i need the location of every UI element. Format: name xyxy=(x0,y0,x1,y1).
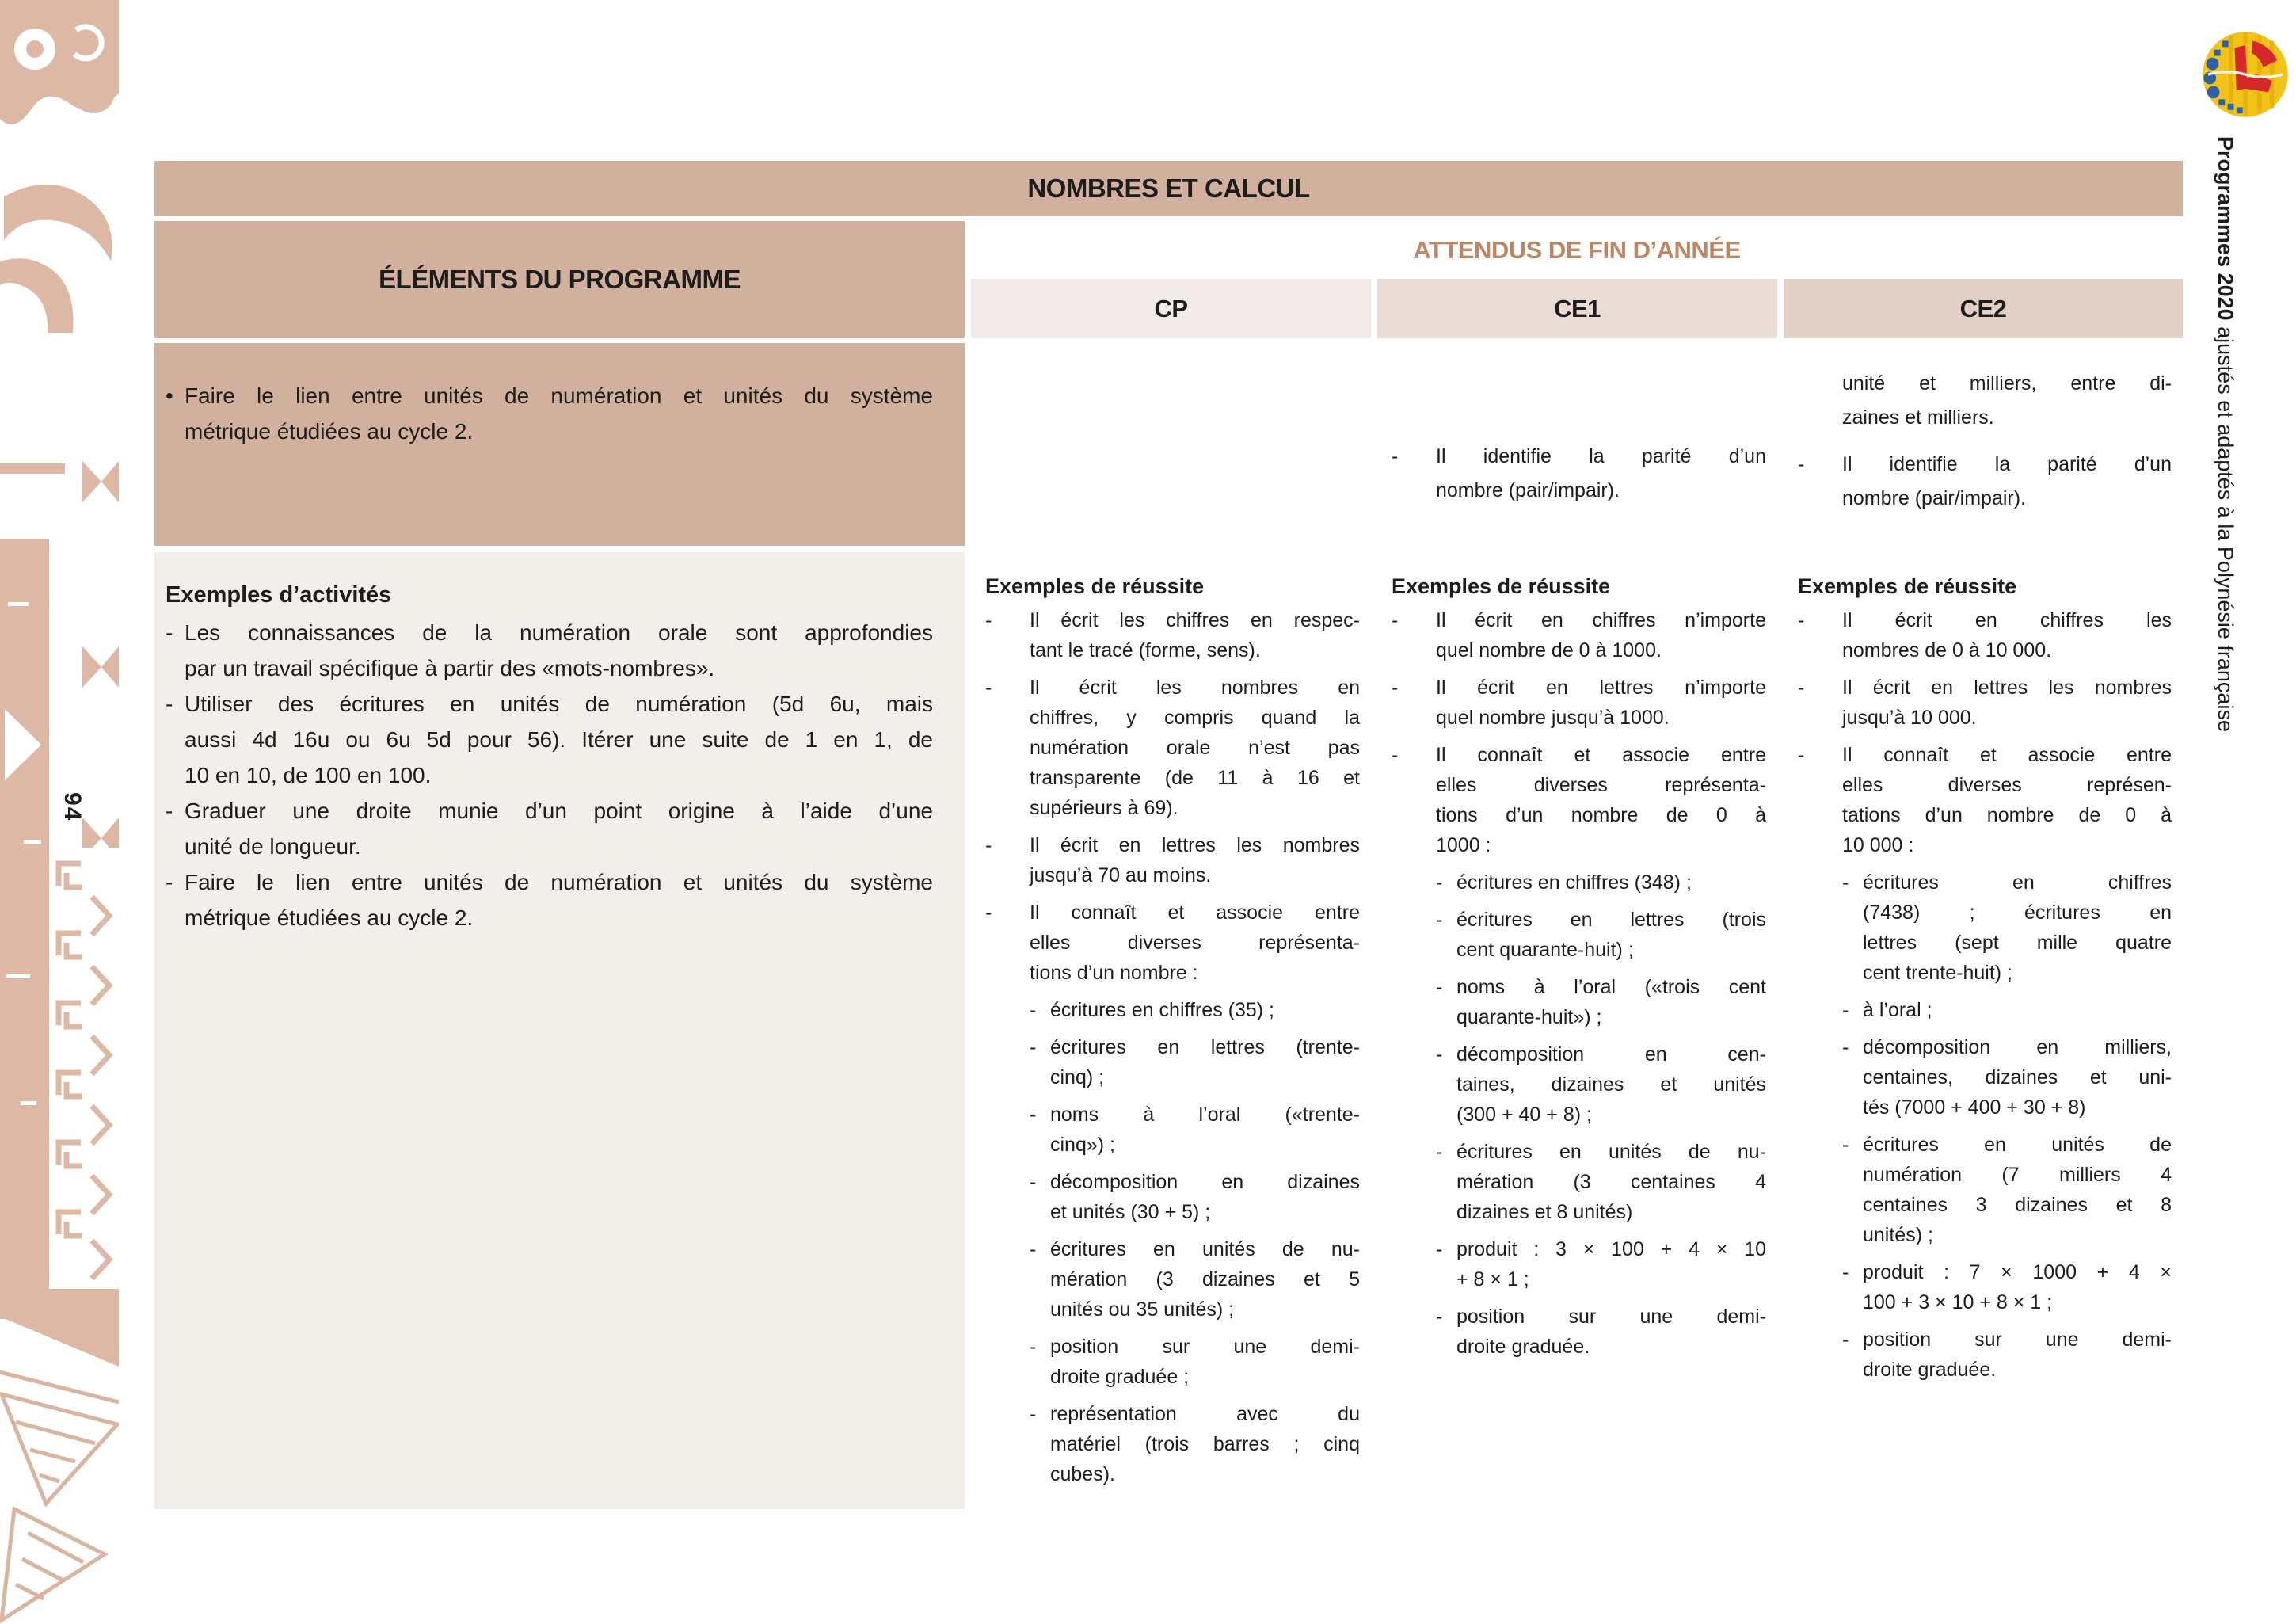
text-line: unité de longueur. xyxy=(185,834,361,859)
list-marker: - xyxy=(1030,999,1037,1021)
list-item xyxy=(1842,1130,2172,1250)
list-item xyxy=(1842,1032,2172,1123)
text-line: centaines, dizaines et uni- xyxy=(1863,1066,2172,1088)
list-item xyxy=(1842,995,2172,1025)
text-line: Il connaît et associe entre xyxy=(1436,744,1766,766)
examples-activites-cell xyxy=(154,552,965,1509)
text-line: quel nombre de 0 à 1000. xyxy=(1436,639,1662,661)
text-line: Les connaissances de la numération orale sont approfondies xyxy=(185,620,933,645)
text-line: supérieurs à 69). xyxy=(1030,797,1178,819)
list-item xyxy=(1392,440,1766,508)
text-line: position sur une demi- xyxy=(1050,1336,1360,1358)
list-marker: - xyxy=(1392,744,1399,766)
grade-headers xyxy=(971,279,2183,338)
table-title-band xyxy=(154,161,2183,216)
text-line: décomposition en dizaines xyxy=(1050,1171,1360,1193)
list-item xyxy=(985,673,1360,823)
text-line: droite graduée. xyxy=(1863,1359,1997,1381)
list-marker: - xyxy=(1842,999,1849,1021)
text-line: tés (7000 + 400 + 30 + 8) xyxy=(1863,1096,2086,1119)
list-marker: - xyxy=(1436,909,1443,931)
list-item xyxy=(985,898,1360,988)
list-item xyxy=(1436,972,1766,1032)
text-line: taines, dizaines et unités xyxy=(1456,1073,1766,1096)
text-line: zaines et milliers. xyxy=(1842,406,1994,429)
grade-header-ce2: CE2 xyxy=(1784,279,2183,338)
text-line: Il identifie la parité d’un xyxy=(1842,453,2172,475)
list-marker: - xyxy=(1842,1036,1849,1058)
list-item xyxy=(1436,1039,1766,1130)
text-line: transparente (de 11 à 16 et xyxy=(1030,767,1360,789)
list-marker: - xyxy=(1436,1238,1443,1260)
list-item xyxy=(1030,1332,1360,1392)
list-item xyxy=(166,378,933,449)
list-marker: - xyxy=(1842,1261,1849,1283)
text-line: métrique étudiées au cycle 2. xyxy=(185,905,474,930)
list-item xyxy=(1798,740,2172,860)
text-line: tant le tracé (forme, sens). xyxy=(1030,639,1261,661)
grade-header-cp: CP xyxy=(971,279,1371,338)
text-line: aussi 4d 16u ou 6u 5d pour 56). Itérer une suite de 1 en 1, de xyxy=(185,727,933,752)
text-line: Il écrit les nombres en xyxy=(1030,677,1360,699)
text-line: tions d’un nombre de 0 à xyxy=(1436,804,1766,826)
text-line: écritures en lettres (trente- xyxy=(1050,1036,1360,1058)
text-line: droite graduée ; xyxy=(1050,1366,1190,1388)
side-caption xyxy=(2213,136,2237,732)
text-line: Il écrit en lettres les nombres xyxy=(1030,834,1360,856)
list-marker: - xyxy=(1030,1336,1037,1358)
text-line: unité et milliers, entre di- xyxy=(1842,372,2172,395)
text-line: métrique étudiées au cycle 2. xyxy=(185,419,474,444)
text-line: représentation avec du xyxy=(1050,1403,1360,1425)
text-line: cent quarante-huit) ; xyxy=(1456,939,1634,961)
text-line: jusqu’à 70 au moins. xyxy=(1030,864,1212,886)
text-line: (300 + 40 + 8) ; xyxy=(1456,1104,1592,1126)
program-cp-cell xyxy=(971,343,1371,546)
text-line: écritures en chiffres (35) ; xyxy=(1050,999,1274,1021)
list-item xyxy=(1842,367,2172,435)
text-line: elles diverses représenta- xyxy=(1436,774,1766,796)
polynesia-emblem-icon xyxy=(2201,27,2290,122)
list-item xyxy=(166,686,933,793)
examples-ce1-cell xyxy=(1377,552,1777,1509)
text-line: nombres de 0 à 10 000. xyxy=(1842,639,2052,661)
examples-ce2-title: Exemples de réussite xyxy=(1798,574,2017,598)
examples-cp-cell xyxy=(971,552,1371,1509)
text-line: position sur une demi- xyxy=(1456,1306,1766,1328)
text-line: Il écrit en lettres les nombres xyxy=(1842,677,2172,699)
text-line: Il écrit en chiffres n’importe xyxy=(1436,609,1766,631)
text-line: Faire le lien entre unités de numération et unités du système xyxy=(185,383,933,408)
text-line: numération (7 milliers 4 xyxy=(1863,1164,2172,1186)
text-line: produit : 7 × 1000 + 4 × xyxy=(1863,1261,2172,1283)
list-marker: - xyxy=(166,692,173,716)
text-line: Graduer une droite munie d’un point origine à l’aide d’une xyxy=(185,799,933,823)
list-marker: - xyxy=(1392,677,1399,699)
list-item xyxy=(1798,448,2172,516)
list-marker: - xyxy=(985,834,992,856)
list-marker: • xyxy=(166,383,173,408)
list-marker: - xyxy=(1842,1134,1849,1156)
list-marker: - xyxy=(1436,871,1443,894)
text-line: décomposition en milliers, xyxy=(1863,1036,2172,1058)
list-item xyxy=(166,864,933,936)
list-item xyxy=(1842,1257,2172,1317)
text-line: tions d’un nombre : xyxy=(1030,962,1198,984)
text-line: quel nombre jusqu’à 1000. xyxy=(1436,707,1670,729)
list-item xyxy=(1798,605,2172,665)
text-line: matériel (trois barres ; cinq xyxy=(1050,1433,1360,1455)
list-marker: - xyxy=(1436,1306,1443,1328)
header-row xyxy=(154,221,2183,338)
text-line: écritures en lettres (trois xyxy=(1456,909,1766,931)
page-number: 94 xyxy=(59,792,86,822)
grade-header-ce1: CE1 xyxy=(1377,279,1777,338)
text-line: cinq) ; xyxy=(1050,1066,1105,1088)
text-line: Utiliser des écritures en unités de numération (5d 6u, mais xyxy=(185,692,933,716)
text-line: droite graduée. xyxy=(1456,1336,1590,1358)
list-item xyxy=(1392,605,1766,665)
text-line: produit : 3 × 100 + 4 × 10 xyxy=(1456,1238,1766,1260)
program-table xyxy=(154,161,2183,1509)
text-line: (7438) ; écritures en xyxy=(1863,902,2172,924)
list-marker: - xyxy=(1030,1238,1037,1260)
program-left-cell xyxy=(154,343,965,546)
list-item xyxy=(1436,905,1766,965)
program-ce2-cell xyxy=(1784,343,2183,546)
text-line: à l’oral ; xyxy=(1863,999,1932,1021)
examples-ce1-title: Exemples de réussite xyxy=(1392,574,1611,598)
list-item xyxy=(1436,1234,1766,1294)
list-item xyxy=(1392,673,1766,733)
list-item xyxy=(1436,1137,1766,1227)
text-line: écritures en unités de nu- xyxy=(1050,1238,1360,1260)
list-item xyxy=(166,793,933,864)
text-line: Faire le lien entre unités de numération et unités du système xyxy=(185,870,933,894)
list-marker: - xyxy=(1842,1329,1849,1351)
list-marker: - xyxy=(985,609,992,631)
text-line: jusqu’à 10 000. xyxy=(1842,707,1977,729)
text-line: Il identifie la parité d’un xyxy=(1436,445,1766,467)
text-line: écritures en chiffres (348) ; xyxy=(1456,871,1692,894)
text-line: 10 en 10, de 100 en 100. xyxy=(185,763,432,787)
attendus-header-area xyxy=(971,221,2183,338)
text-line: + 8 × 1 ; xyxy=(1456,1268,1529,1290)
side-caption-bold: Programmes 2020 xyxy=(2214,136,2237,321)
text-line: Il écrit les chiffres en respec- xyxy=(1030,609,1360,631)
text-line: dizaines et 8 unités) xyxy=(1456,1201,1633,1223)
text-line: tations d’un nombre de 0 à xyxy=(1842,804,2172,826)
list-marker: - xyxy=(1392,609,1399,631)
text-line: Il écrit en lettres n’importe xyxy=(1436,677,1766,699)
text-line: décomposition en cen- xyxy=(1456,1043,1766,1066)
text-line: écritures en chiffres xyxy=(1863,871,2172,894)
list-item xyxy=(1392,740,1766,860)
text-line: lettres (sept mille quatre xyxy=(1863,932,2172,954)
text-line: elles diverses représenta- xyxy=(1030,932,1360,954)
list-item xyxy=(1030,1399,1360,1489)
text-line: nombre (pair/impair). xyxy=(1436,479,1620,501)
text-line: unités ou 35 unités) ; xyxy=(1050,1298,1235,1321)
text-line: Il écrit en chiffres les xyxy=(1842,609,2172,631)
list-marker: - xyxy=(1030,1171,1037,1193)
list-marker: - xyxy=(1436,1043,1443,1066)
list-marker: - xyxy=(985,902,992,924)
text-line: 1000 : xyxy=(1436,834,1491,856)
text-line: et unités (30 + 5) ; xyxy=(1050,1201,1211,1223)
text-line: position sur une demi- xyxy=(1863,1329,2172,1351)
list-item xyxy=(1842,867,2172,988)
text-line: cinq») ; xyxy=(1050,1134,1115,1156)
examples-cp-title: Exemples de réussite xyxy=(985,574,1205,598)
text-line: cent trente-huit) ; xyxy=(1863,962,2012,984)
list-marker: - xyxy=(166,799,173,823)
text-line: mération (3 dizaines et 5 xyxy=(1050,1268,1360,1290)
list-marker: - xyxy=(1798,453,1805,475)
program-ce1-cell xyxy=(1377,343,1777,546)
list-item xyxy=(1842,1325,2172,1385)
list-item xyxy=(1030,995,1360,1025)
text-line: quarante-huit») ; xyxy=(1456,1006,1602,1028)
text-line: Il connaît et associe entre xyxy=(1030,902,1360,924)
list-marker: - xyxy=(1842,871,1849,894)
text-line: centaines 3 dizaines et 8 xyxy=(1863,1194,2172,1216)
list-marker: - xyxy=(1436,976,1443,998)
list-item xyxy=(985,830,1360,890)
list-marker: - xyxy=(166,620,173,645)
text-line: unités) ; xyxy=(1863,1224,1933,1246)
list-item xyxy=(1030,1234,1360,1325)
program-row xyxy=(154,343,2183,546)
list-item xyxy=(1030,1100,1360,1160)
list-marker: - xyxy=(1030,1036,1037,1058)
text-line: 100 + 3 × 10 + 8 × 1 ; xyxy=(1863,1291,2053,1313)
text-line: écritures en unités de nu- xyxy=(1456,1141,1766,1163)
list-marker: - xyxy=(985,677,992,699)
examples-row xyxy=(154,552,2183,1509)
list-marker: - xyxy=(1030,1104,1037,1126)
elements-du-programme-header: ÉLÉMENTS DU PROGRAMME xyxy=(154,221,965,338)
list-item xyxy=(1436,867,1766,898)
examples-activites-title: Exemples d’activités xyxy=(166,582,392,608)
list-item xyxy=(1436,1302,1766,1362)
text-line: nombre (pair/impair). xyxy=(1842,487,2027,509)
text-line: 10 000 : xyxy=(1842,834,1914,856)
list-item xyxy=(1798,673,2172,733)
list-item xyxy=(985,605,1360,665)
list-marker: - xyxy=(166,870,173,894)
text-line: elles diverses représen- xyxy=(1842,774,2172,796)
text-line: mération (3 centaines 4 xyxy=(1456,1171,1766,1193)
list-marker: - xyxy=(1030,1403,1037,1425)
side-caption-rest: ajustés et adaptés à la Polynésie française xyxy=(2214,320,2237,732)
text-line: numération orale n’est pas xyxy=(1030,737,1360,759)
text-line: par un travail spécifique à partir des «mots-nombres». xyxy=(185,656,715,680)
text-line: écritures en unités de xyxy=(1863,1134,2172,1156)
text-line: Il connaît et associe entre xyxy=(1842,744,2172,766)
text-line: noms à l’oral («trente- xyxy=(1050,1104,1360,1126)
list-item xyxy=(166,615,933,686)
attendus-title: ATTENDUS DE FIN D’ANNÉE xyxy=(1413,235,1741,264)
list-marker: - xyxy=(1392,445,1399,467)
list-marker: - xyxy=(1798,609,1805,631)
list-marker: - xyxy=(1436,1141,1443,1163)
examples-ce2-cell xyxy=(1784,552,2183,1509)
list-item xyxy=(1030,1167,1360,1227)
table-title: NOMBRES ET CALCUL xyxy=(1027,173,1310,203)
list-marker: - xyxy=(1798,744,1805,766)
list-marker: - xyxy=(1798,677,1805,699)
list-item xyxy=(1030,1032,1360,1092)
text-line: chiffres, y compris quand la xyxy=(1030,707,1360,729)
text-line: noms à l’oral («trois cent xyxy=(1456,976,1766,998)
text-line: cubes). xyxy=(1050,1463,1115,1485)
